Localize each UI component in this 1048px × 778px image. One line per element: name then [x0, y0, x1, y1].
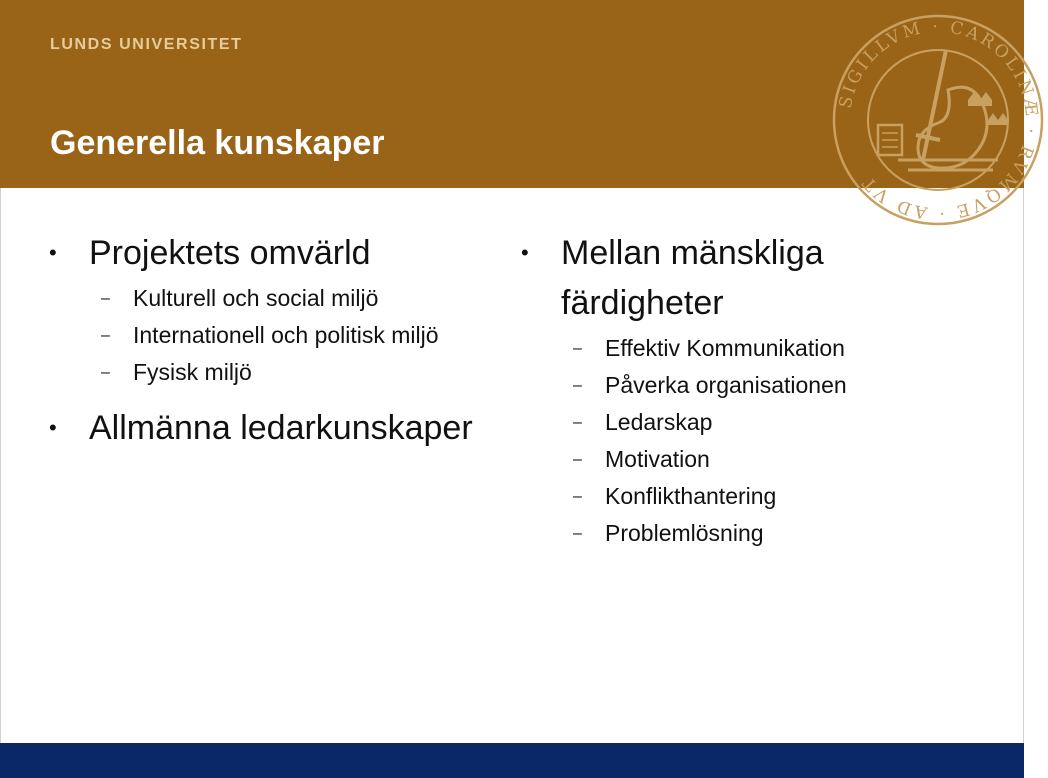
sub-item-text: Ledarskap: [605, 409, 713, 435]
dash-icon: –: [573, 340, 582, 357]
right-column: [517, 228, 947, 550]
bullet-icon: •: [49, 240, 57, 265]
dash-icon: –: [573, 377, 582, 394]
sub-item: [517, 443, 947, 476]
university-name: LUNDS UNIVERSITET: [50, 36, 243, 53]
sub-item: [517, 332, 947, 365]
sub-item: [45, 282, 475, 315]
left-column: [45, 228, 475, 453]
sub-item-text: Kulturell och social miljö: [133, 285, 379, 311]
sub-item: [517, 517, 947, 550]
sub-item: [45, 319, 475, 352]
dash-icon: –: [101, 364, 110, 381]
sub-item: [517, 480, 947, 513]
sub-item-text: Internationell och politisk miljö: [133, 322, 439, 348]
sub-item-text: Problemlösning: [605, 520, 764, 546]
slide-header: [0, 0, 1042, 224]
bullet-item: [45, 403, 475, 453]
slide-title: Generella kunskaper: [50, 124, 385, 162]
bullet-item: [45, 228, 475, 278]
bullet-text: Projektets omvärld: [89, 234, 371, 272]
dash-icon: –: [573, 451, 582, 468]
slide-body: [0, 188, 1024, 743]
bullet-text: Allmänna ledarkunskaper: [89, 409, 473, 447]
sub-item: [45, 356, 475, 389]
sub-item: [517, 406, 947, 439]
bullet-item: [517, 228, 947, 328]
footer-bar: [0, 743, 1024, 778]
bullet-text: Mellan mänskliga färdigheter: [561, 234, 824, 322]
sub-item-text: Effektiv Kommunikation: [605, 335, 845, 361]
sub-item: [517, 369, 947, 402]
bullet-icon: •: [521, 240, 529, 265]
dash-icon: –: [101, 290, 110, 307]
dash-icon: –: [573, 488, 582, 505]
sub-item-text: Konflikthantering: [605, 483, 777, 509]
bullet-icon: •: [49, 415, 57, 440]
dash-icon: –: [101, 327, 110, 344]
sub-item-text: Påverka organisationen: [605, 372, 847, 398]
sub-item-text: Motivation: [605, 446, 710, 472]
seal-text: SIGILLVM · CAROLINÆ · RVMQVE · AD VT: [835, 16, 1042, 224]
sub-item-text: Fysisk miljö: [133, 359, 252, 385]
dash-icon: –: [573, 414, 582, 431]
dash-icon: –: [573, 525, 582, 542]
